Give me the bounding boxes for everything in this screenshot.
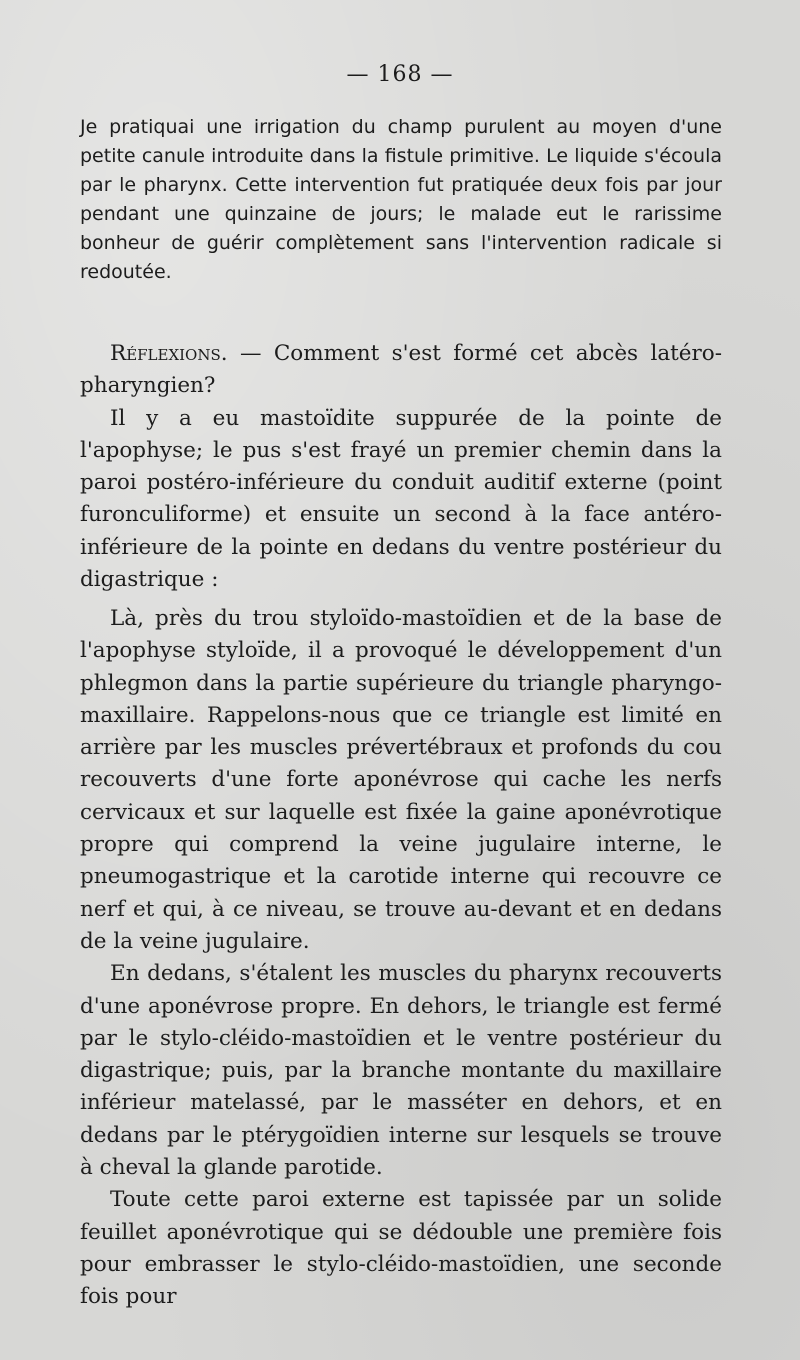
page-number: — 168 — — [346, 62, 454, 87]
reflexions-label: Réflexions. — [110, 341, 228, 366]
anatomy-paragraph-1: Là, près du trou styloïdo-mastoïdien et de la base de l'apophyse styloïde, il a provoqué le développement d'un phlegmon dans la partie supérieure du triangle pharyngo-maxillaire. Rappelons-nous que ce triangle est limité en arrière par les muscles prévertébraux et profonds du cou recouverts d'une forte aponévrose qui cache les nerfs cervicaux et sur laquelle est fixée la gaine aponévrotique propre qui comprend la veine jugulaire interne, le pneumogastrique et la carotide interne qui recouvre ce nerf et qui, à ce niveau, se trouve au-devant et en dedans de la veine jugulaire. — [80, 606, 722, 954]
anatomy-paragraph-3: Toute cette paroi externe est tapissée par un solide feuillet aponévrotique qui se dédouble une première fois pour embrasser le stylo-cléido-mastoïdien, une seconde fois pour — [80, 1187, 722, 1310]
anatomy-paragraph-2: En dedans, s'étalent les muscles du pharynx recouverts d'une aponévrose propre. En dehors, le triangle est fermé par le stylo-cléido-mastoïdien et le ventre postérieur du digastrique; puis, par la branche montante du maxillaire inférieur matelassé, par le masséter en dehors, et en dedans par le ptérygoïdien interne sur lesquels se trouve à cheval la glande parotide. — [80, 961, 722, 1181]
reflexions-section — [80, 338, 722, 596]
intro-paragraph: Je pratiquai une irrigation du champ purulent au moyen d'une petite canule introduite dans la fistule primitive. Le liquide s'écoula par le pharynx. Cette intervention fut pratiquée deux fois par jour pendant une quinzaine de jours; le malade eut le rarissime bonheur de guérir complètement sans l'intervention radicale si redoutée. — [80, 116, 722, 283]
anatomy-section — [80, 603, 722, 1314]
reflexions-question: — Comment s'est formé cet abcès latéro-pharyngien? — [80, 341, 722, 399]
reflexions-heading — [80, 338, 722, 403]
reflexions-paragraph: Il y a eu mastoïdite suppurée de la pointe de l'apophyse; le pus s'est frayé un premier chemin dans la paroi postéro-inférieure du conduit auditif externe (point furonculiforme) et ensuite un second à la face antéro-inférieure de la pointe en dedans du ventre postérieur du digastrique : — [80, 405, 722, 593]
